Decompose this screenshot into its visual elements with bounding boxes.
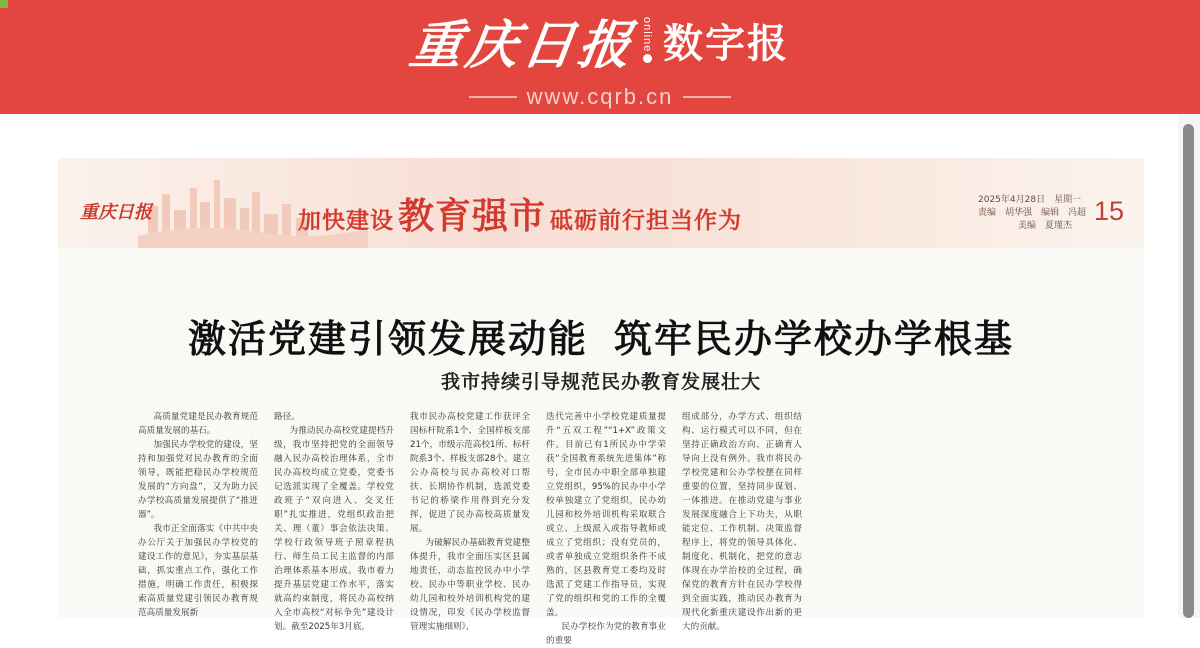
newspaper-page[interactable] [58,158,1144,646]
slogan-main: 教育强市 [398,196,547,237]
article-body [138,410,1128,646]
digital-edition-title: 数字报 [663,20,789,67]
paragraph: 组成部分，办学方式、组织结构、运行模式可以不同，但在坚持正确政治方向、正确育人导向上没有例外。我市将民办学校党建和公办学校摆在同样重要的位置，坚持同步谋划、一体推进。在推动党建与事业发展深度融合上下功夫，从职能定位、工作机制、决策监督程序上，将党的领导具体化、制度化、机制化，把党的意志体现在办学治校的全过程，确保党的教育方针在民办学校得到全面实践，推动民办教育为现代化新重庆建设作出新的更大的贡献。 [682,412,802,632]
issue-date: 2025年4月28日 星期一 [978,195,1082,205]
vertical-scrollbar[interactable] [1178,114,1200,618]
article-subheadline: 我市持续引导规范民办教育发展壮大 [440,371,761,393]
paragraph: 民办学校作为党的教育事业的重要 [546,622,666,646]
article-column-2 [274,410,394,632]
designer-credits: 美编 夏瑾杰 [1018,221,1073,231]
slogan-suffix: 砥砺前行担当作为 [550,208,743,234]
online-dot-icon [643,54,652,63]
masthead-logo-row[interactable] [0,4,1200,76]
paragraph: 路径。 [274,412,300,422]
article-headline[interactable] [58,308,1144,363]
slogan-prefix: 加快建设 [298,208,394,234]
column-slogan [298,188,742,239]
scrollbar-thumb[interactable] [1183,124,1194,618]
paragraph: 加强民办学校党的建设，坚持和加强党对民办教育的全面领导，既能把稳民办学校规范发展的“方向盘”，又为助力民办学校高质量发展提供了“推进器”。 [138,440,258,520]
site-url[interactable]: www.cqrb.cn [526,84,674,109]
url-divider-right [683,96,731,98]
article-column-3 [410,410,530,632]
page-banner [58,158,1144,248]
headline-part-1: 激活党建引领发展动能 [187,317,588,361]
article-column-5 [682,410,802,632]
paper-logo: 重庆日报 [80,202,152,223]
headline-part-2: 筑牢民办学校办学根基 [614,317,1015,361]
paragraph: 我市正全面落实《中共中央办公厅关于加强民办学校党的建设工作的意见》，夯实基层基础，抓实重点工作，强化工作措施，明确工作责任，积极探索高质量党建引领民办教育规范高质量发展新 [138,524,258,618]
article-column-4 [546,410,666,646]
paragraph: 迭代完善中小学校党建质量提升“五双工程”“1+X”政策文件。目前已有1所民办中学荣获“全国教育系统先进集体”称号，全市民办中职全部单独建立党组织，95%的民办中小学校单独建立了党组织，民办幼儿园和校外培训机构采取联合或立、上级派入或指导教师或成立了党组织；没有党员的，或者单独成立党组织条件不成熟的，区县教育党工委均及时选派了党建工作指导员，实现了党的组织和党的工作的全覆盖。 [546,412,666,618]
newspaper-logo[interactable]: 重庆日报 [405,14,639,76]
paragraph: 我市民办高校党建工作获评全国标杆院系1个、全国样板支部21个，市级示范高校1所、标杆院系3个、样板支部28个。建立公办高校与民办高校对口帮扶、长期协作机制，选派党委书记的桥梁作用得到充分发挥，促进了民办高校高质量发展。 [410,412,530,534]
paragraph: 为推动民办高校党建提档升级，我市坚持把党的全面领导融入民办高校治理体系，全市民办高校均成立党委，党委书记选派实现了全覆盖。学校党政班子“双向进入、交叉任职”扎实推进，党组织政治把关、理（董）事会依法决策、学校行政领导班子照章程执行、师生员工民主监督的内部治理体系基本形成。我市着力提升基层党建工作水平，落实就高约束制度，将民办高校纳入全市高校“对标争先”建设计划。截至2025年3月底， [274,426,394,632]
site-masthead [0,0,1200,114]
article-column-1 [138,410,258,618]
online-label: online [641,16,653,53]
paragraph: 为破解民办基础教育党建整体提升，我市全面压实区县属地责任，动态监控民办中小学校、民办中等职业学校、民办幼儿园和校外培训机构党的建设情况，印发《民办学校监督管理实施细则》， [410,538,530,632]
site-url-row [0,84,1200,110]
page-meta [978,194,1086,233]
editor-credits: 责编 胡华强 编辑 冯超 [978,208,1087,218]
page-number: 15 [1094,196,1125,226]
online-mark [641,17,653,63]
url-divider-left [469,96,517,98]
paragraph: 高质量党建是民办教育规范高质量发展的基石。 [138,412,258,436]
